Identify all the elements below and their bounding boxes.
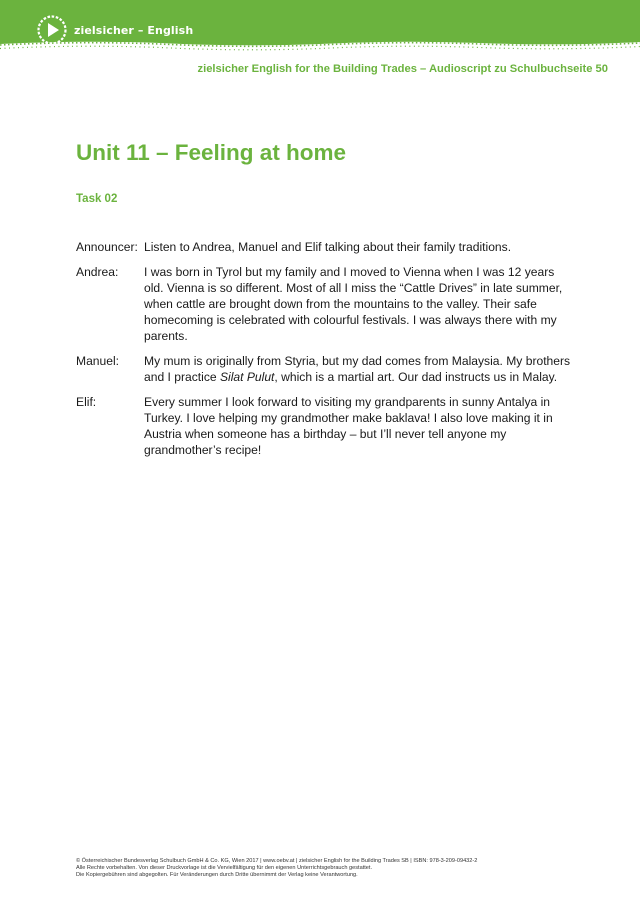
task-label: Task 02 [76,193,118,205]
speech-text: Every summer I look forward to visiting my grandparents in sunny Antalya in Turkey. I love helping my grandmother make baklava! I also love making it in Austria when someone has a birthday – but I’ll never tell anyone my grandmother’s recipe! [144,395,553,457]
brand-name: zielsicher – English [74,23,194,37]
header-banner [0,0,640,60]
footer-line: © Österreichischer Bundesverlag Schulbuch GmbH & Co. KG, Wien 2017 | www.oebv.at | zielsicher English for the Building Trades SB | ISBN: 978-3-209-09432-2 [76,858,478,864]
script-line-manuel [76,353,576,385]
speaker-name: Andrea: [76,265,119,279]
speaker-name: Elif: [76,395,97,409]
brand-logo [36,14,193,46]
speech-text: Listen to Andrea, Manuel and Elif talking about their family traditions. [144,240,512,254]
audioscript [76,239,576,467]
speech-text: I was born in Tyrol but my family and I moved to Vienna when I was 12 years old. Vienna is so different. Most of all I miss the “Cattle Drives” in late summer, when cattle are brought down from the mountains to the valley. Their safe homecoming is celebrated with colourful festivals. I was always there with my parents. [144,265,563,343]
speech-text [144,353,576,385]
script-line-andrea [76,264,576,344]
copyright-footer [76,858,477,879]
speaker-name: Manuel: [76,354,120,368]
speech-text-part: My mum is originally from Styria, but my dad comes from Malaysia. My brothers and I practice [144,354,571,384]
footer-line: Die Kopiergebühren sind abgegolten. Für Veränderungen durch Dritte übernimmt der Verlag keine Verantwortung. [76,872,358,878]
page-title: Unit 11 – Feeling at home [76,140,347,165]
play-circle-icon [36,14,68,46]
speech-text-part: , which is a martial art. Our dad instructs us in Malay. [274,370,558,384]
martial-art-name: Silat Pulut [219,370,275,384]
script-line-announcer [76,239,576,255]
script-line-elif [76,394,576,458]
footer-line: Alle Rechte vorbehalten. Von dieser Druckvorlage ist die Vervielfältigung für den eigenen Unterrichtsgebrauch gestattet. [76,865,373,871]
document-subtitle: zielsicher English for the Building Trades – Audioscript zu Schulbuchseite 50 [197,63,608,75]
speaker-name: Announcer: [76,240,138,254]
